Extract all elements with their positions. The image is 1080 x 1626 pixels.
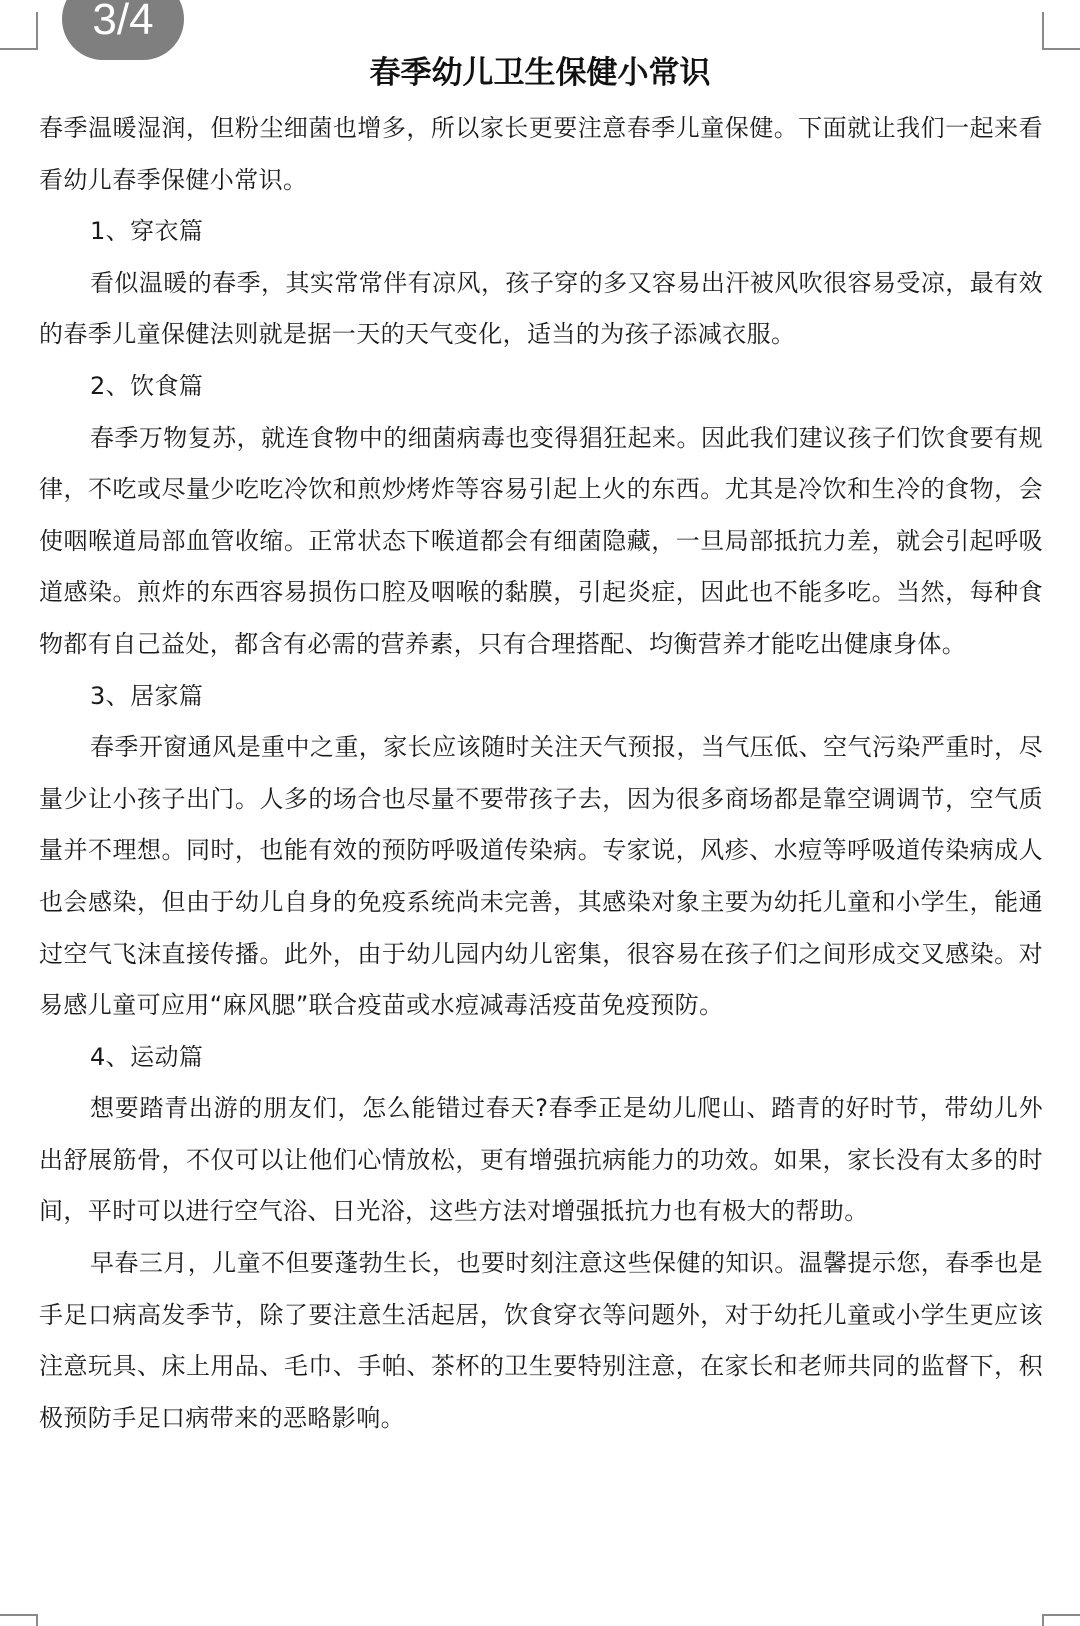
clothing-paragraph: 看似温暖的春季，其实常常伴有凉风，孩子穿的多又容易出汗被风吹很容易受凉，最有效的春季儿童保健法则就是据一天的天气变化，适当的为孩子添减衣服。 bbox=[39, 268, 1043, 349]
crop-mark-bottom-right bbox=[1042, 1614, 1080, 1626]
page-indicator-badge: 3/4 bbox=[62, 0, 184, 60]
home-paragraph: 春季开窗通风是重中之重，家长应该随时关注天气预报，当气压低、空气污染严重时，尽量少让小孩子出门。人多的场合也尽量不要带孩子去，因为很多商场都是靠空调调节，空气质量并不理想。同时，也能有效的预防呼吸道传染病。专家说，风疹、水痘等呼吸道传染病成人也会感染，但由于幼儿自身的免疫系统尚未完善，其感染对象主要为幼托儿童和小学生，能通过空气飞沫直接传播。此外，由于幼儿园内幼儿密集，很容易在孩子们之间形成交叉感染。对易感儿童可应用“麻风腮”联合疫苗或水痘减毒活疫苗免疫预防。 bbox=[39, 733, 1043, 1020]
exercise-paragraph: 想要踏青出游的朋友们，怎么能错过春天?春季正是幼儿爬山、踏青的好时节，带幼儿外出舒展筋骨，不仅可以让他们心情放松，更有增强抗病能力的功效。如果，家长没有太多的时间，平时可以进行空气浴、日光浴，这些方法对增强抵抗力也有极大的帮助。 bbox=[39, 1094, 1043, 1226]
section-heading-exercise: 4、运动篇 bbox=[90, 1042, 204, 1071]
crop-mark-top-left bbox=[0, 12, 38, 50]
diet-paragraph: 春季万物复苏，就连食物中的细菌病毒也变得猖狂起来。因此我们建议孩子们饮食要有规律，不吃或尽量少吃吃冷饮和煎炒烤炸等容易引起上火的东西。尤其是冷饮和生冷的食物，会使咽喉道局部血管收缩。正常状态下喉道都会有细菌隐藏，一旦局部抵抗力差，就会引起呼吸道感染。煎炸的东西容易损伤口腔及咽喉的黏膜，引起炎症，因此也不能多吃。当然，每种食物都有自己益处，都含有必需的营养素，只有合理搭配、均衡营养才能吃出健康身体。 bbox=[39, 423, 1043, 658]
section-heading-home: 3、居家篇 bbox=[90, 681, 204, 710]
closing-paragraph: 早春三月，儿童不但要蓬勃生长，也要时刻注意这些保健的知识。温馨提示您，春季也是手足口病高发季节，除了要注意生活起居，饮食穿衣等问题外，对于幼托儿童或小学生更应该注意玩具、床上用品、毛巾、手帕、茶杯的卫生要特别注意，在家长和老师共同的监督下，积极预防手足口病带来的恶略影响。 bbox=[39, 1249, 1043, 1432]
document-body bbox=[39, 103, 1043, 1444]
crop-mark-top-right bbox=[1042, 12, 1080, 50]
document-title: 春季幼儿卫生保健小常识 bbox=[369, 55, 711, 91]
crop-mark-bottom-left bbox=[0, 1614, 38, 1626]
section-heading-clothing: 1、穿衣篇 bbox=[90, 217, 204, 246]
section-heading-diet: 2、饮食篇 bbox=[90, 371, 204, 400]
intro-paragraph: 春季温暖湿润，但粉尘细菌也增多，所以家长更要注意春季儿童保健。下面就让我们一起来看看幼儿春季保健小常识。 bbox=[39, 114, 1043, 194]
